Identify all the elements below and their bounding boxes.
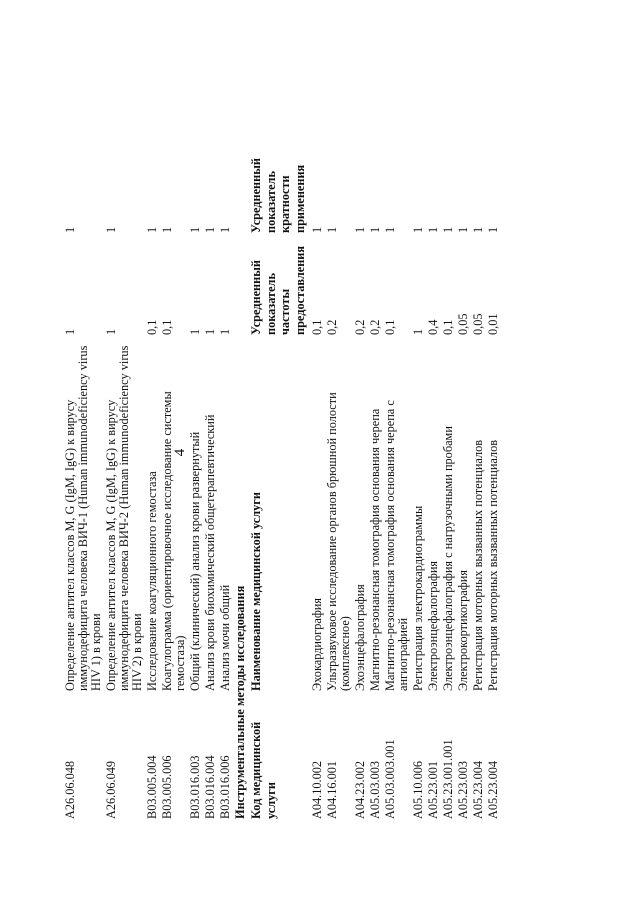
cell-name: Определение антител классов M, G (IgM, IgG) к вирусу иммунодефицита человека ВИЧ-2 (Human immunodeficiency virus HIV 2) в крови bbox=[104, 345, 144, 691]
cell-code: A05.23.003 bbox=[456, 760, 470, 819]
table-row bbox=[64, 49, 103, 819]
section-title: Инструментальные методы исследования bbox=[233, 585, 247, 819]
cell-name: Магнитно-резонансная томография основания черепа bbox=[368, 408, 382, 691]
cell-multiplicity: 1 bbox=[486, 226, 500, 233]
table-row bbox=[146, 49, 159, 819]
cell-frequency: 1 bbox=[203, 328, 217, 335]
cell-frequency: 1 bbox=[411, 328, 425, 335]
header-multiplicity: Усредненный показатель кратности применения bbox=[249, 158, 307, 233]
table-row bbox=[442, 49, 455, 819]
cell-name: Анализ мочи общий bbox=[218, 584, 232, 691]
cell-name: Магнитно-резонансная томография основания черепа с ангиографией bbox=[383, 400, 410, 691]
cell-code: B03.005.006 bbox=[160, 755, 174, 819]
cell-multiplicity: 1 bbox=[456, 226, 470, 233]
cell-multiplicity: 1 bbox=[411, 226, 425, 233]
cell-code: B03.005.004 bbox=[145, 755, 159, 819]
table-row bbox=[472, 49, 485, 819]
cell-name: Определение антител классов M, G (IgM, IgG) к вирусу иммунодефицита человека ВИЧ-1 (Human immunodeficiency virus HIV 1) в крови bbox=[63, 345, 103, 691]
table-row bbox=[326, 49, 352, 819]
cell-frequency: 0,1 bbox=[310, 319, 324, 335]
cell-frequency: 0,2 bbox=[325, 319, 339, 335]
cell-code: A05.10.006 bbox=[411, 760, 425, 819]
cell-frequency: 0,4 bbox=[426, 319, 440, 335]
cell-code: A04.10.002 bbox=[310, 760, 324, 819]
cell-code: A05.23.004 bbox=[486, 760, 500, 819]
header-name: Наименование медицинской услуги bbox=[249, 492, 263, 691]
lab-tests-block bbox=[64, 49, 232, 819]
cell-frequency: 1 bbox=[218, 328, 232, 335]
cell-frequency: 1 bbox=[63, 328, 77, 335]
table-row bbox=[189, 49, 202, 819]
table-row bbox=[384, 49, 410, 819]
cell-frequency: 1 bbox=[104, 328, 118, 335]
cell-code: A05.23.004 bbox=[471, 760, 485, 819]
cell-multiplicity: 1 bbox=[160, 226, 174, 233]
cell-multiplicity: 1 bbox=[104, 226, 118, 233]
cell-name: Общий (клинический) анализ крови развернутый bbox=[188, 431, 202, 691]
cell-multiplicity: 1 bbox=[471, 226, 485, 233]
cell-multiplicity: 1 bbox=[383, 226, 397, 233]
cell-frequency: 0,1 bbox=[145, 319, 159, 335]
cell-multiplicity: 1 bbox=[310, 226, 324, 233]
cell-multiplicity: 1 bbox=[203, 226, 217, 233]
cell-multiplicity: 1 bbox=[368, 226, 382, 233]
cell-name: Коагулограмма (ориентировочное исследование системы гемостаза) bbox=[160, 391, 187, 691]
cell-multiplicity: 1 bbox=[441, 226, 455, 233]
table-row bbox=[457, 49, 470, 819]
table-row bbox=[204, 49, 217, 819]
table-row bbox=[219, 49, 232, 819]
services-table bbox=[64, 49, 502, 819]
cell-code: A26.06.048 bbox=[63, 760, 77, 819]
cell-code: A05.03.003 bbox=[368, 760, 382, 819]
cell-multiplicity: 1 bbox=[188, 226, 202, 233]
cell-frequency: 0,05 bbox=[471, 313, 485, 335]
cell-code: B03.016.006 bbox=[218, 755, 232, 819]
cell-code: A04.16.001 bbox=[325, 760, 339, 819]
table-row bbox=[487, 49, 500, 819]
cell-frequency: 0,1 bbox=[441, 319, 455, 335]
cell-code: A05.03.003.001 bbox=[383, 739, 397, 819]
cell-code: A26.06.049 bbox=[104, 760, 118, 819]
table-row bbox=[311, 49, 324, 819]
cell-frequency: 0,05 bbox=[456, 313, 470, 335]
cell-multiplicity: 1 bbox=[325, 226, 339, 233]
cell-name: Регистрация моторных вызванных потенциалов bbox=[471, 439, 485, 691]
table-header bbox=[249, 49, 307, 819]
cell-frequency: 0,1 bbox=[160, 319, 174, 335]
cell-name: Эхоэнцефалография bbox=[353, 584, 367, 691]
table-row bbox=[427, 49, 440, 819]
cell-name: Ультразвуковое исследование органов брюшной полости (комплексное) bbox=[325, 392, 352, 691]
cell-code: A04.23.002 bbox=[353, 760, 367, 819]
cell-name: Электроэнцефалография с нагрузочными пробами bbox=[441, 426, 455, 691]
table-row bbox=[354, 49, 367, 819]
cell-name: Регистрация моторных вызванных потенциалов bbox=[486, 439, 500, 691]
cell-multiplicity: 1 bbox=[218, 226, 232, 233]
header-frequency: Усредненный показатель частоты предоставления bbox=[249, 245, 307, 335]
cell-multiplicity: 1 bbox=[353, 226, 367, 233]
page-number: 4 bbox=[172, 448, 188, 457]
instrumental-methods-block bbox=[311, 49, 500, 819]
cell-code: B03.016.004 bbox=[203, 755, 217, 819]
table-row bbox=[161, 49, 187, 819]
cell-frequency: 0,2 bbox=[353, 319, 367, 335]
table-row bbox=[369, 49, 382, 819]
cell-name: Анализ крови биохимический общетерапевтический bbox=[203, 414, 217, 691]
cell-code: A05.23.001.001 bbox=[441, 739, 455, 819]
cell-multiplicity: 1 bbox=[63, 226, 77, 233]
cell-name: Эхокардиография bbox=[310, 597, 324, 691]
cell-frequency: 0,01 bbox=[486, 313, 500, 335]
header-code: Код медицинской услуги bbox=[249, 721, 278, 819]
cell-name: Исследование коагуляционного гемостаза bbox=[145, 471, 159, 691]
cell-multiplicity: 1 bbox=[145, 226, 159, 233]
cell-code: B03.016.003 bbox=[188, 755, 202, 819]
cell-multiplicity: 1 bbox=[426, 226, 440, 233]
cell-frequency: 1 bbox=[188, 328, 202, 335]
table-row bbox=[412, 49, 425, 819]
cell-frequency: 0,2 bbox=[368, 319, 382, 335]
cell-code: A05.23.001 bbox=[426, 760, 440, 819]
cell-name: Электрокортикография bbox=[456, 570, 470, 691]
table-row bbox=[105, 49, 144, 819]
cell-frequency: 0,1 bbox=[383, 319, 397, 335]
cell-name: Электроэнцефалография bbox=[426, 560, 440, 691]
cell-name: Регистрация электрокардиограммы bbox=[411, 505, 425, 691]
